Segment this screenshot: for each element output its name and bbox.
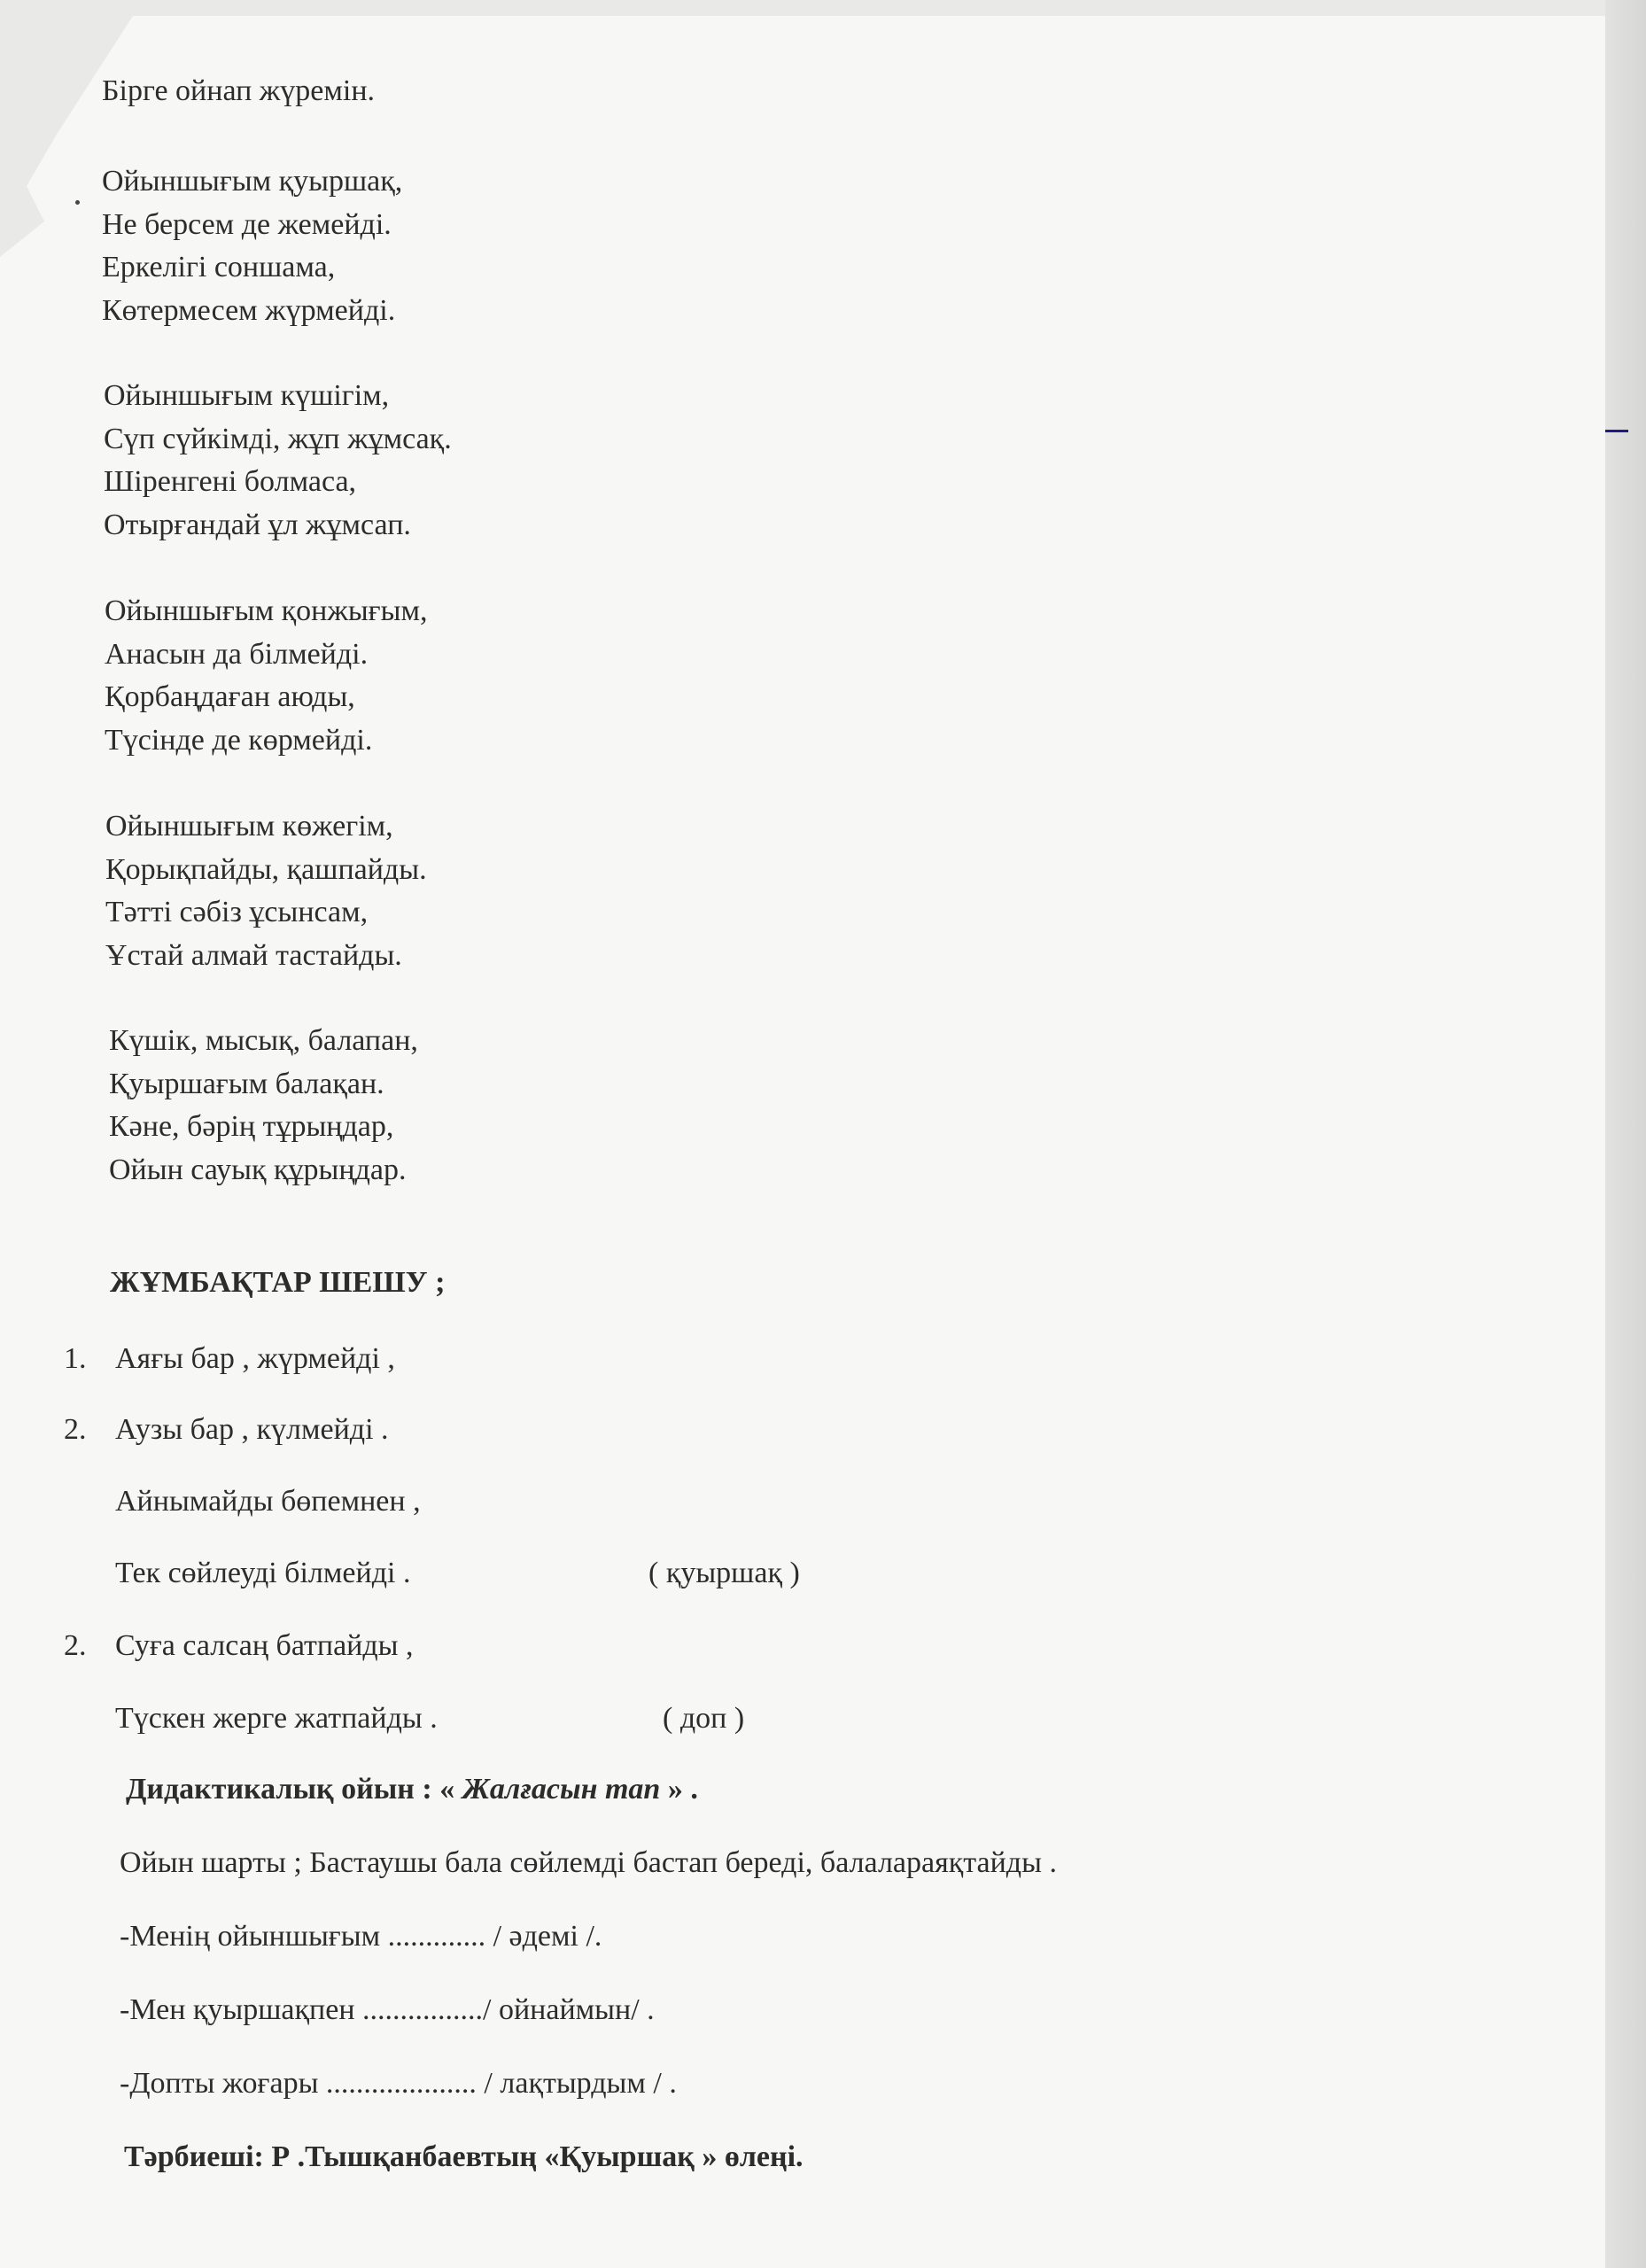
- poem-line: Не берсем де жемейді.: [102, 207, 392, 241]
- poem-line: Анасын да білмейді.: [105, 637, 369, 671]
- poem-line: Ойыншығым қуыршақ,: [102, 165, 403, 198]
- riddle-answer: ( қуыршақ ): [648, 1557, 800, 1589]
- game-title-prefix: Дидактикалық ойын : «: [126, 1773, 455, 1806]
- riddle-number: 2.: [64, 1629, 87, 1662]
- poem-line: Ұстай алмай тастайды.: [105, 938, 402, 972]
- game-title-name: Жалғасын тап: [462, 1773, 661, 1806]
- riddle-answer: ( доп ): [663, 1702, 745, 1735]
- riddle-line: Аяғы бар , жүрмейді ,: [115, 1342, 395, 1375]
- game-example: -Допты жоғары .................... / лақтырдым / .: [120, 2067, 677, 2100]
- poem-line: Отырғандай ұл жұмсап.: [104, 508, 411, 541]
- pen-mark: [1605, 430, 1628, 432]
- poem-line: Тәтті сәбіз ұсынсам,: [105, 896, 369, 928]
- poem-line: Бірге ойнап жүремін.: [102, 74, 376, 107]
- riddle-line: Түскен жерге жатпайды .: [115, 1702, 438, 1735]
- page-edge: [1605, 0, 1646, 2268]
- game-title-suffix: » .: [667, 1773, 698, 1806]
- speck: [75, 200, 80, 205]
- poem-line: Шіренгені болмаса,: [104, 465, 357, 498]
- poem-line: Қуыршағым балақан.: [109, 1067, 384, 1100]
- poem-line: Қорбаңдаған аюды,: [105, 680, 355, 713]
- riddle-line: Аузы бар , күлмейді .: [115, 1413, 389, 1446]
- footer-note: Тәрбиеші: Р .Тышқанбаевтың «Қуыршақ » өлеңі.: [124, 2140, 804, 2173]
- game-rule: Ойын шарты ; Бастаушы бала сөйлемді бастап береді, балалараяқтайды .: [120, 1846, 1057, 1879]
- riddle-number: 1.: [64, 1342, 87, 1375]
- poem-line: Ойыншығым күшігім,: [104, 379, 390, 412]
- game-example: -Мен қуыршақпен ................/ ойнаймын/ .: [120, 1993, 655, 2026]
- poem-line: Ойын сауық құрыңдар.: [109, 1153, 407, 1186]
- riddle-line: Айнымайды бөпемнен ,: [115, 1485, 421, 1518]
- poem-line: Сүп сүйкімді, жұп жұмсақ.: [104, 422, 452, 455]
- poem-line: Ойыншығым көжегім,: [105, 810, 393, 843]
- poem-line: Көтермесем жүрмейді.: [102, 293, 396, 327]
- poem-line: Еркелігі соншама,: [102, 251, 336, 284]
- riddle-line: Суға салсаң батпайды ,: [115, 1629, 414, 1662]
- game-title: [126, 1772, 698, 1807]
- poem-line: Ойыншығым қонжығым,: [105, 594, 428, 627]
- riddle-number: 2.: [64, 1413, 87, 1446]
- poem-line: Түсінде де көрмейді.: [105, 723, 373, 757]
- poem-line: Кәне, бәрің тұрыңдар,: [109, 1110, 394, 1143]
- riddle-line: Тек сөйлеуді білмейді .: [115, 1557, 411, 1589]
- poem-line: Күшік, мысық, балапан,: [109, 1024, 418, 1057]
- game-example: -Менің ойыншығым ............. / әдемі /.: [120, 1920, 602, 1953]
- riddles-heading: ЖҰМБАҚТАР ШЕШУ ;: [110, 1266, 446, 1299]
- poem-line: Қорықпайды, қашпайды.: [105, 852, 427, 886]
